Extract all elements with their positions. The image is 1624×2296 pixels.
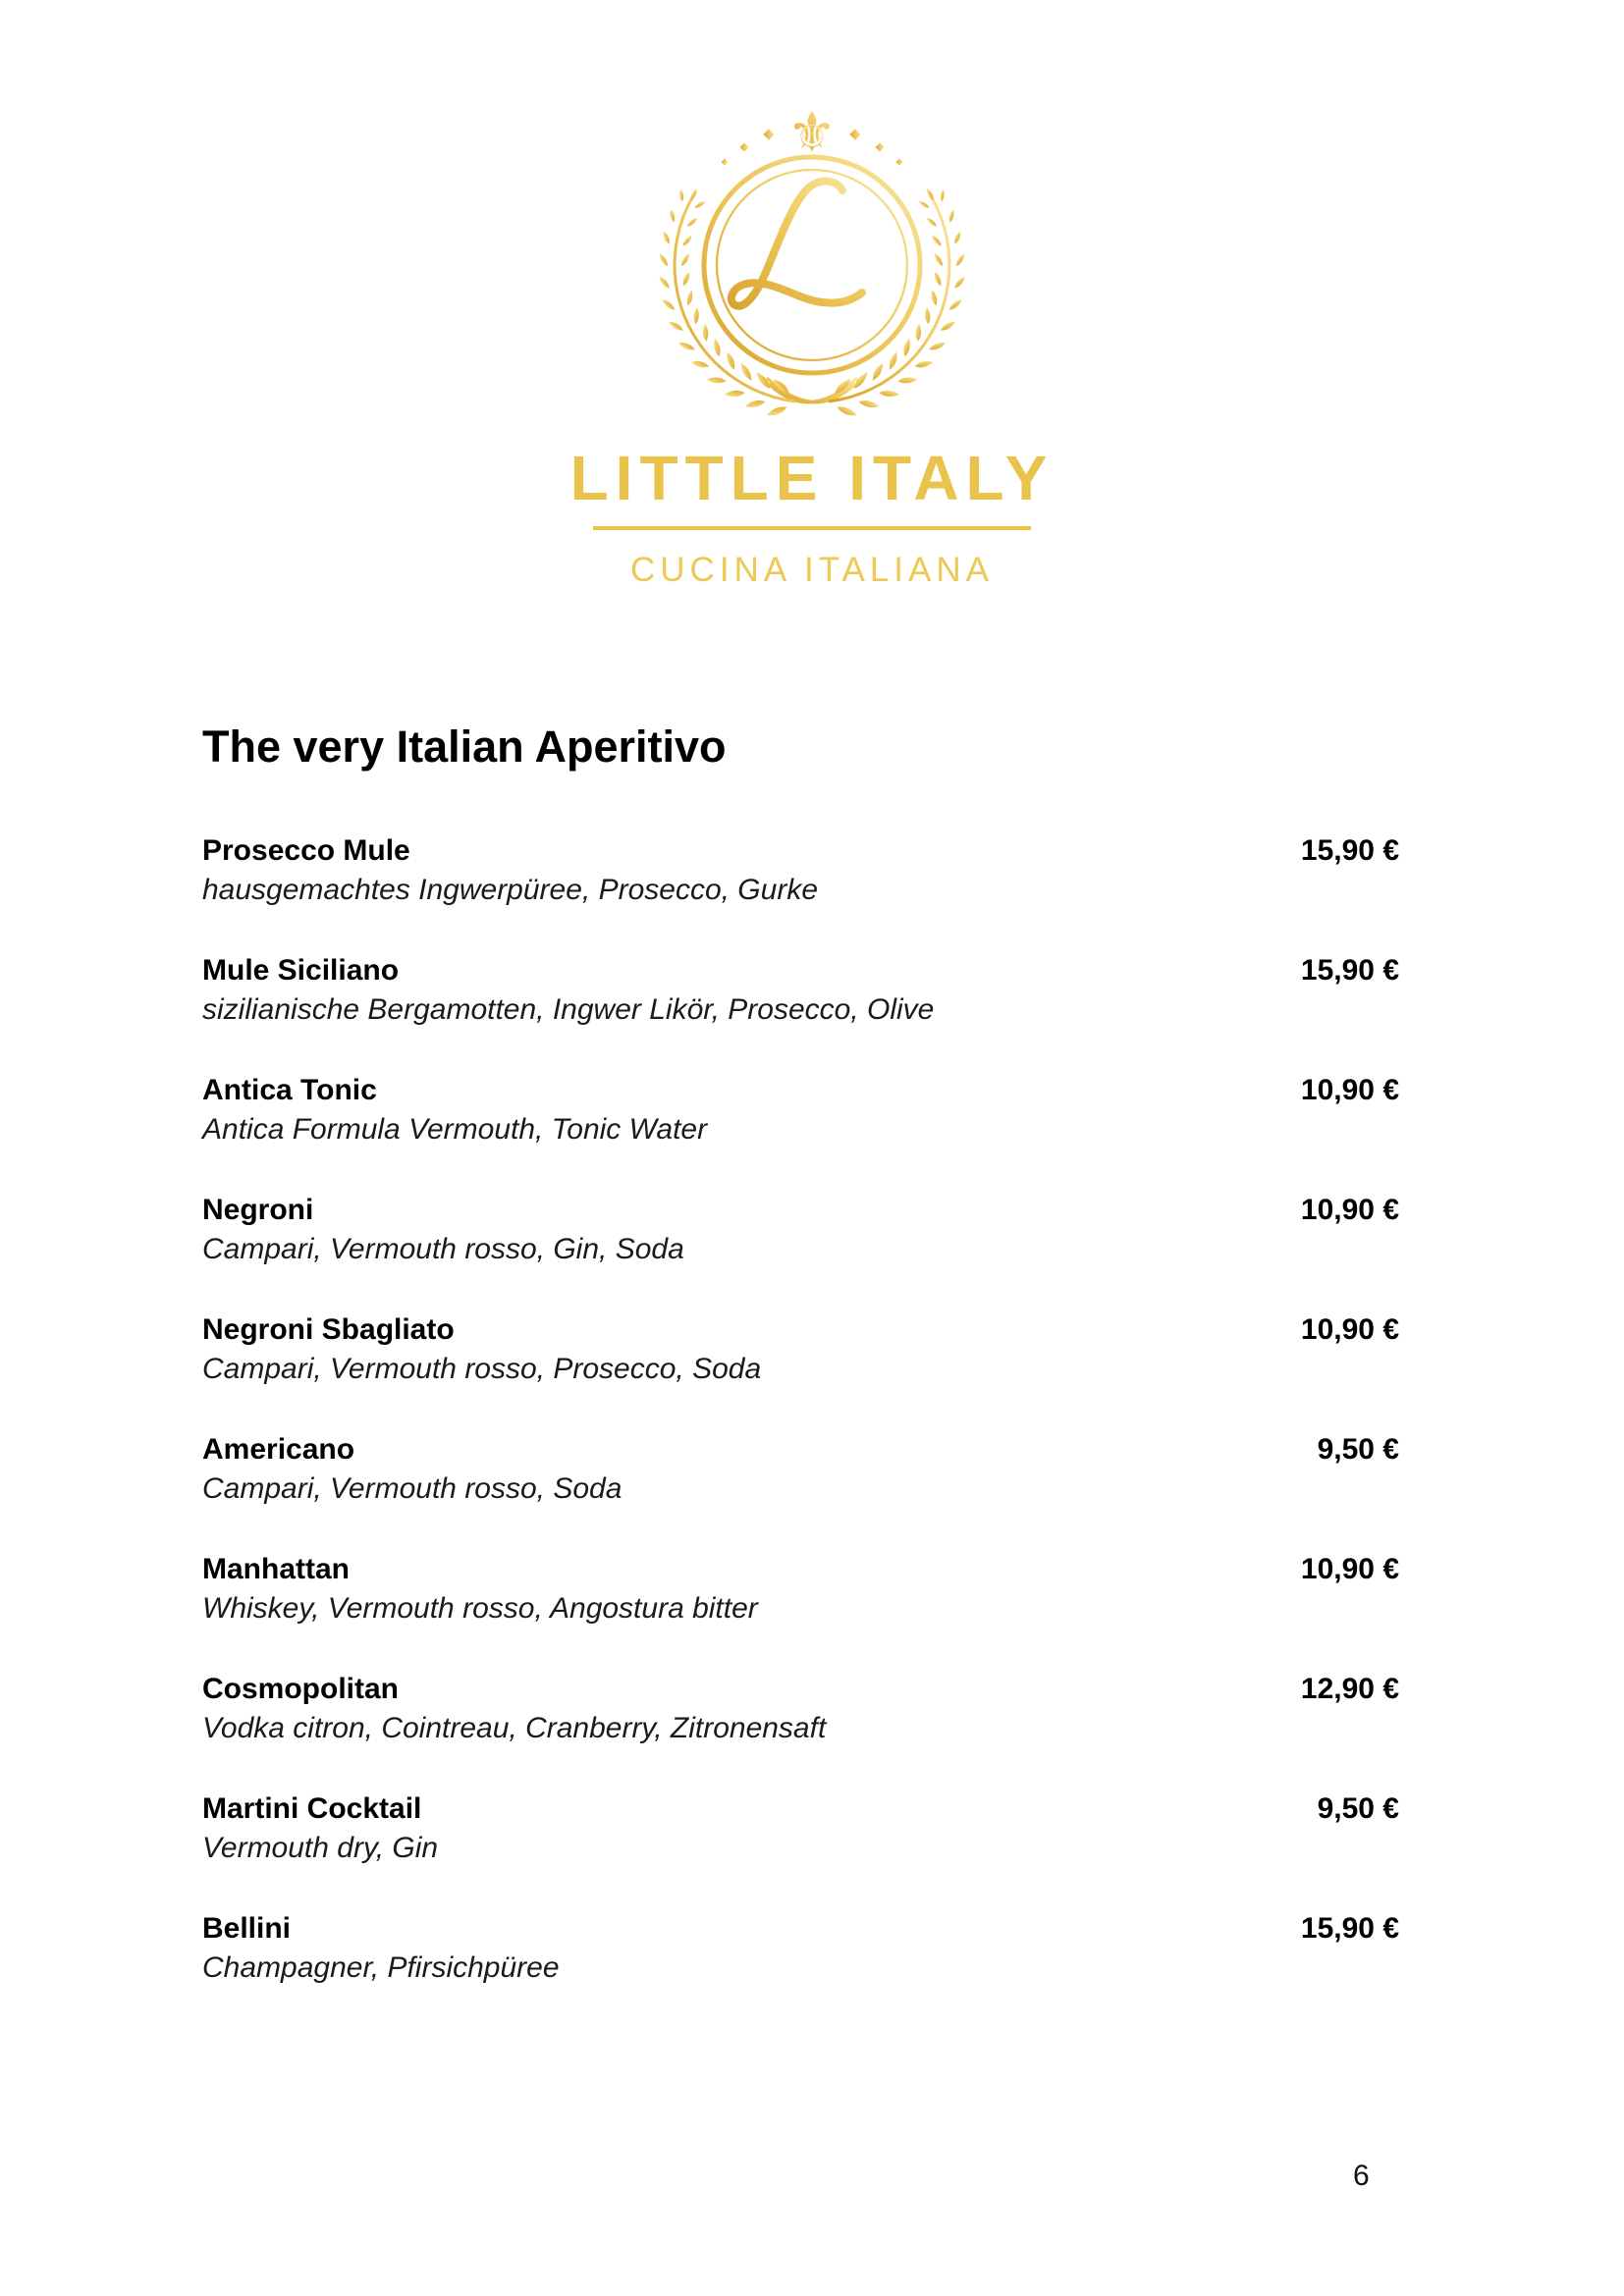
menu-item-head (202, 1071, 1399, 1110)
menu-item-head (202, 831, 1399, 871)
menu-item-description: sizilianische Bergamotten, Ingwer Likör, Prosecco, Olive (202, 993, 935, 1026)
menu-item-price: 15,90 € (1300, 1912, 1399, 1945)
menu-item-price: 10,90 € (1300, 1313, 1399, 1346)
menu-item-name: Manhattan (202, 1553, 350, 1585)
menu-list (202, 831, 1399, 1988)
menu-item-name: Martini Cocktail (202, 1792, 422, 1825)
menu-item (202, 1550, 1399, 1629)
menu-item (202, 831, 1399, 910)
menu-item-price: 15,90 € (1300, 834, 1399, 867)
menu-item-head (202, 1310, 1399, 1350)
menu-item-price: 10,90 € (1300, 1553, 1399, 1585)
brand-tagline: CUCINA ITALIANA (630, 551, 994, 589)
menu-item-head (202, 1670, 1399, 1709)
menu-item-description: Vodka citron, Cointreau, Cranberry, Zitronensaft (202, 1712, 827, 1744)
menu-item-head (202, 1430, 1399, 1469)
section-title: The very Italian Aperitivo (202, 721, 727, 772)
menu-item-head (202, 1909, 1399, 1949)
menu-item (202, 1310, 1399, 1389)
brand-divider-rule (593, 526, 1031, 530)
menu-item (202, 951, 1399, 1030)
menu-item-description: Vermouth dry, Gin (202, 1832, 439, 1864)
monogram-l (731, 181, 862, 305)
menu-item-description: Campari, Vermouth rosso, Gin, Soda (202, 1233, 684, 1265)
menu-item-name: Mule Siciliano (202, 954, 400, 987)
menu-item-description: Whiskey, Vermouth rosso, Angostura bitter (202, 1592, 758, 1625)
menu-item-name: Cosmopolitan (202, 1673, 399, 1705)
brand-crest-logo (650, 96, 974, 418)
menu-item-price: 9,50 € (1317, 1433, 1399, 1466)
menu-item (202, 1071, 1399, 1149)
menu-item-name: Prosecco Mule (202, 834, 410, 867)
menu-item-head (202, 1550, 1399, 1589)
menu-item-head (202, 1191, 1399, 1230)
menu-item-description: Campari, Vermouth rosso, Soda (202, 1472, 623, 1505)
menu-item-price: 9,50 € (1317, 1792, 1399, 1825)
menu-item (202, 1430, 1399, 1509)
menu-section (202, 720, 1399, 2029)
menu-item-price: 10,90 € (1300, 1194, 1399, 1226)
menu-item (202, 1670, 1399, 1748)
menu-item-name: Americano (202, 1433, 355, 1466)
fleur-de-lis-icon: ⚜ (786, 101, 838, 165)
menu-item-head (202, 951, 1399, 990)
menu-item-head (202, 1789, 1399, 1829)
menu-item-name: Bellini (202, 1912, 292, 1945)
menu-item-name: Antica Tonic (202, 1074, 377, 1106)
menu-item (202, 1789, 1399, 1868)
menu-item (202, 1909, 1399, 1988)
menu-item-price: 10,90 € (1300, 1074, 1399, 1106)
menu-item-description: Champagner, Pfirsichpüree (202, 1951, 560, 1984)
menu-item-price: 12,90 € (1300, 1673, 1399, 1705)
menu-item (202, 1191, 1399, 1269)
crest-inner-ring (717, 170, 907, 360)
menu-item-description: hausgemachtes Ingwerpüree, Prosecco, Gurke (202, 874, 818, 906)
page-number: 6 (1353, 2160, 1370, 2192)
menu-item-description: Antica Formula Vermouth, Tonic Water (202, 1113, 708, 1146)
menu-item-name: Negroni Sbagliato (202, 1313, 455, 1346)
brand-name: LITTLE ITALY (569, 443, 1055, 513)
menu-item-name: Negroni (202, 1194, 314, 1226)
menu-item-price: 15,90 € (1300, 954, 1399, 987)
menu-item-description: Campari, Vermouth rosso, Prosecco, Soda (202, 1353, 762, 1385)
brand-header (0, 0, 1624, 589)
